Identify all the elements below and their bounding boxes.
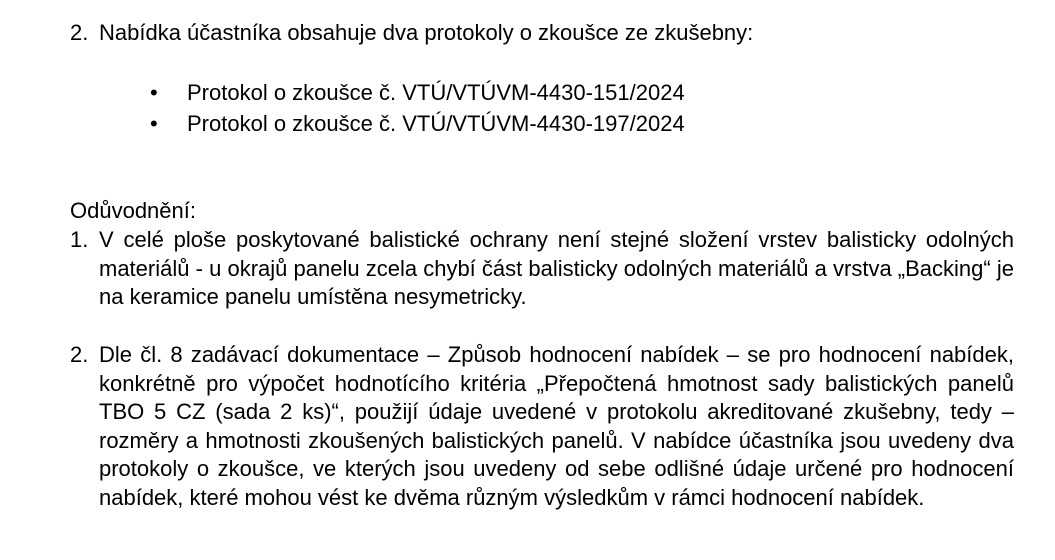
protocol-item-text: Protokol o zkoušce č. VTÚ/VTÚVM-4430-151/2024: [187, 80, 685, 105]
item-text: V celé ploše poskytované balistické ochrany není stejné složení vrstev balisticky odolných materiálů - u okrajů panelu zcela chybí část balisticky odolných materiálů a vrstva „Backing“ je na keramice panelu umístěna nesymetricky.: [99, 227, 1014, 310]
protocol-item-text: Protokol o zkoušce č. VTÚ/VTÚVM-4430-197/2024: [187, 111, 685, 136]
item-number: 1.: [70, 227, 89, 252]
section-number: 2.: [70, 20, 89, 45]
bullet-icon: •: [150, 80, 158, 105]
item-text: Dle čl. 8 zadávací dokumentace – Způsob hodnocení nabídek – se pro hodnocení nabídek, konkrétně pro výpočet hodnotícího kritéria „Přepočtená hmotnost sady balistických panelů TBO 5 CZ (sada 2 ks)“, použijí údaje uvedené v protokolu akreditované zkušebny, tedy – rozměry a hmotnosti zkoušených balistických panelů. V nabídce účastníka jsou uvedeny dva protokoly o zkoušce, ve kterých jsou uvedeny od sebe odlišné údaje určené pro hodnocení nabídek, které mohou vést ke dvěma různým výsledkům v rámci hodnocení nabídek.: [99, 342, 1014, 510]
justification-heading: Odůvodnění:: [70, 198, 196, 223]
item-number: 2.: [70, 342, 89, 367]
section-intro-text: Nabídka účastníka obsahuje dva protokoly o zkoušce ze zkušebny:: [99, 20, 754, 45]
bullet-icon: •: [150, 111, 158, 136]
